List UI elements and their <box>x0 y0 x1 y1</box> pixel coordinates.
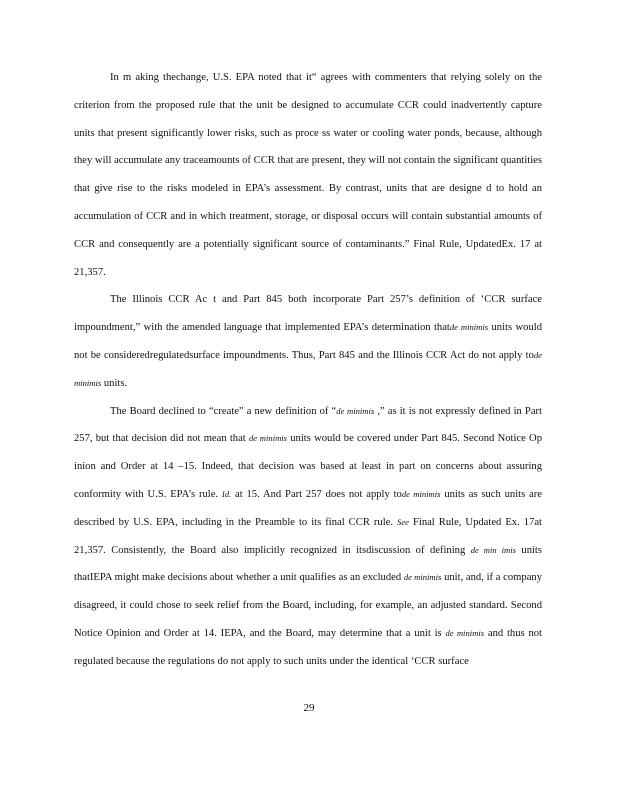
italic-text: de minimis <box>449 322 489 333</box>
italic-text: de minimis <box>401 488 441 499</box>
italic-text: de minimis <box>445 627 485 638</box>
paragraph <box>74 286 542 397</box>
body-text <box>74 64 542 676</box>
text-run: The Board declined to “create” a new definition of “ <box>110 405 337 417</box>
italic-text: See <box>397 516 409 527</box>
text-run: units as such units are described by U.S. EPA, including in the Preamble to its final CCR rule. <box>74 488 542 528</box>
italic-text: de min imis <box>470 544 516 555</box>
text-run: at 15. And Part 257 does not apply to <box>231 488 402 500</box>
page-number: 29 <box>303 702 315 714</box>
paragraph <box>74 64 542 286</box>
text-run: ,” as it is not expressly defined in Part 257, but that decision did not mean that <box>74 405 542 445</box>
text-run: units would be covered under Part 845. Second Notice Op inion and Order at 14 –15. Indeed, that decision was based at least in part on concerns about assuring conformity with U.S. EPA’s rule. <box>74 433 542 500</box>
italic-text: de minimis <box>403 572 442 583</box>
text-run: units. <box>101 377 128 389</box>
text-run: In m aking thechange, U.S. EPA noted that it“ agrees with commenters that relying solely on the criterion from the proposed rule that the unit be designed to accumulate CCR could inadvertently capture units that present significantly lower risks, such as proce ss water or cooling water ponds, because, although they will accumulate any traceamounts of CCR that are present, they will not contain the significant quantities that give rise to the risks modeled in EPA’s assessment. By contrast, units that are designe d to hold an accumulation of CCR and in which treatment, storage, or disposal occurs will contain substantial amounts of CCR and consequently are a potentially significant source of contaminants.” Final Rule, UpdatedEx. 17 at 21,357. <box>74 72 542 278</box>
text-run: Final Rule, Updated Ex. 17at 21,357. Consistently, the Board also implicitly recognized in itsdiscussion of defining <box>74 516 542 556</box>
text-run: units would not be consideredregulatedsurface impoundments. Thus, Part 845 and the Illinois CCR Act do not apply to <box>74 322 542 361</box>
text-run: units thatIEPA might make decisions about whether a unit qualifies as an excluded <box>74 544 543 584</box>
italic-text: de minimis <box>74 349 542 388</box>
text-run: unit, and, if a company disagreed, it could chose to seek relief from the Board, including, for example, an adjusted standard. Second Notice Opinion and Order at 14. IEPA, and the Board, may determine that a unit is <box>74 572 542 639</box>
text-run: The Illinois CCR Ac t and Part 845 both incorporate Part 257’s definition of ‘CCR surface impoundment,” with the amended language that implemented EPA’s determination that <box>74 294 542 334</box>
text-run: and thus not regulated because the regulations do not apply to such units under the identical ‘CCR surface <box>74 627 542 667</box>
paragraph <box>74 398 542 676</box>
italic-text: Id. <box>221 488 232 499</box>
italic-text: de minimis <box>336 405 375 416</box>
italic-text: de minimis <box>248 433 288 444</box>
